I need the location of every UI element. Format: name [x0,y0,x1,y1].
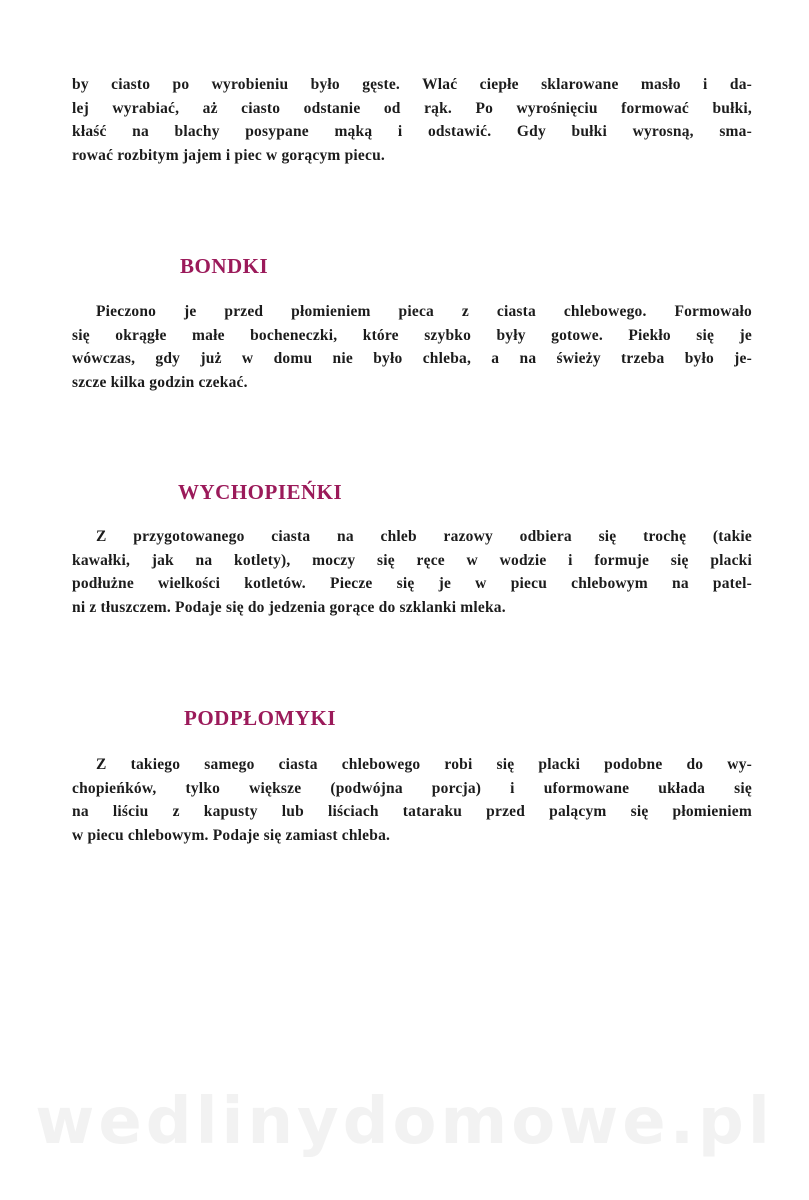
text-line: by ciasto po wyrobieniu było gęste. Wlać ciepłe sklarowane masło i da- [72,76,752,93]
intro-paragraph [72,73,752,167]
text-line: Pieczono je przed płomieniem pieca z ciasta chlebowego. Formowało [96,303,752,320]
text-line: chopieńków, tylko większe (podwójna porcja) i uformowane układa się [72,779,752,797]
text-line: wówczas, gdy już w domu nie było chleba, a na świeży trzeba było je- [72,350,752,367]
text-line: kłaść na blachy posypane mąką i odstawić. Gdy bułki wyrosną, sma- [72,123,752,140]
text-line: Z takiego samego ciasta chlebowego robi się placki podobne do wy- [96,756,752,773]
section-title-podplomyki: PODPŁOMYKI [184,706,336,730]
text-line: w piecu chlebowym. Podaje się zamiast chleba. [72,826,391,844]
section-paragraph-bondki [72,300,752,394]
section-paragraph-podplomyki [72,753,752,847]
text-line: podłużne wielkości kotletów. Piecze się je w piecu chlebowym na patel- [72,575,752,592]
watermark: wedlinydomowe.pl [35,1085,774,1159]
text-line: szcze kilka godzin czekać. [72,373,248,391]
section-paragraph-wychopienki [72,525,752,619]
text-line: się okrągłe małe bocheneczki, które szybko były gotowe. Piekło się je [72,326,752,344]
text-line: Z przygotowanego ciasta na chleb razowy odbiera się trochę (takie [96,528,752,545]
text-line: rować rozbitym jajem i piec w gorącym piecu. [72,146,385,164]
text-line: na liściu z kapusty lub liściach tataraku przed palącym się płomieniem [72,803,752,820]
text-line: ni z tłuszczem. Podaje się do jedzenia gorące do szklanki mleka. [72,598,506,616]
text-line: lej wyrabiać, aż ciasto odstanie od rąk. Po wyrośnięciu formować bułki, [72,99,752,117]
section-title-bondki: BONDKI [180,254,269,278]
section-title-wychopienki: WYCHOPIEŃKI [178,480,343,504]
text-line: kawałki, jak na kotlety), moczy się ręce w wodzie i formuje się placki [72,551,752,569]
